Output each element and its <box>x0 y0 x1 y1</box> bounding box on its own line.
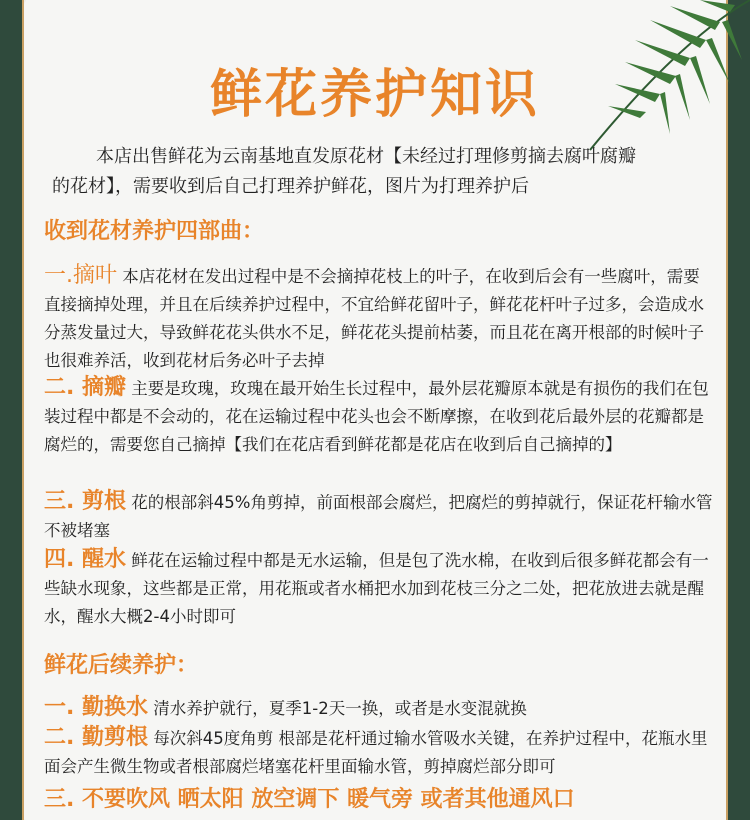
care-cut-root <box>44 724 716 781</box>
step-text: 每次斜45度角剪 根部是花杆通过输水管吸水关键，在养护过程中，花瓶水里面会产生微生物或者根部腐烂堵塞花杆里面输水管，剪掉腐烂部分即可 <box>44 729 708 776</box>
step-wake-water <box>44 546 716 631</box>
step-text: 清水养护就行，夏季1-2天一换，或者是水变混就换 <box>148 699 527 718</box>
step-label: 一. 勤换水 <box>44 695 149 720</box>
care-change-water <box>44 694 716 723</box>
step-pick-leaves <box>44 262 716 375</box>
step-label: 二. 勤剪根 <box>44 725 149 750</box>
step-label: 二. 摘瓣 <box>44 375 127 400</box>
step-text: 鲜花在运输过程中都是无水运输，但是包了洗水棉，在收到后很多鲜花都会有一些缺水现象，这些都是正常，用花瓶或者水桶把水加到花枝三分之二处，把花放进去就是醒水，醒水大概2-4小时即可 <box>44 551 709 626</box>
step-text: 本店花材在发出过程中是不会摘掉花枝上的叶子，在收到后会有一些腐叶，需要直接摘掉处理，并且在后续养护过程中，不宜给鲜花留叶子，鲜花花杆叶子过多，会造成水分蒸发量过大，导致鲜花花头供水不足，鲜花花头提前枯萎，而且花在离开根部的时候叶子也很难养活，收到花材后务必叶子去掉 <box>44 267 704 370</box>
step-label: 四. 醒水 <box>44 547 127 572</box>
care-avoid-wind: 三. 不要吹风 晒太阳 放空调下 暖气旁 或者其他通风口 <box>44 787 575 812</box>
step-text: 主要是玫瑰，玫瑰在最开始生长过程中，最外层花瓣原本就是有损伤的我们在包装过程中都是不会动的，花在运输过程中花头也会不断摩擦，在收到花后最外层的花瓣都是腐烂的，需要您自己摘掉【我们在花店看到鲜花都是花店在收到后自己摘掉的】 <box>44 379 709 454</box>
step-pick-petals <box>44 374 716 459</box>
palm-leaves-decoration <box>530 0 750 160</box>
section2-heading: 鲜花后续养护： <box>44 653 199 678</box>
step-text: 花的根部斜45%角剪掉，前面根部会腐烂，把腐烂的剪掉就行，保证花杆输水管不被堵塞 <box>44 493 713 540</box>
intro-line-1: 本店出售鲜花为云南基地直发原花材【未经过打理修剪摘去腐叶腐瓣 <box>96 146 636 167</box>
section1-heading: 收到花材养护四部曲： <box>44 219 265 244</box>
intro-line-2: 的花材】，需要收到后自己打理养护鲜花，图片为打理养护后 <box>52 176 529 197</box>
step-cut-root <box>44 488 716 545</box>
step-label: 三. 剪根 <box>44 489 127 514</box>
step-label: 一.摘叶 <box>44 263 117 288</box>
page-title: 鲜花养护知识 <box>209 65 540 125</box>
